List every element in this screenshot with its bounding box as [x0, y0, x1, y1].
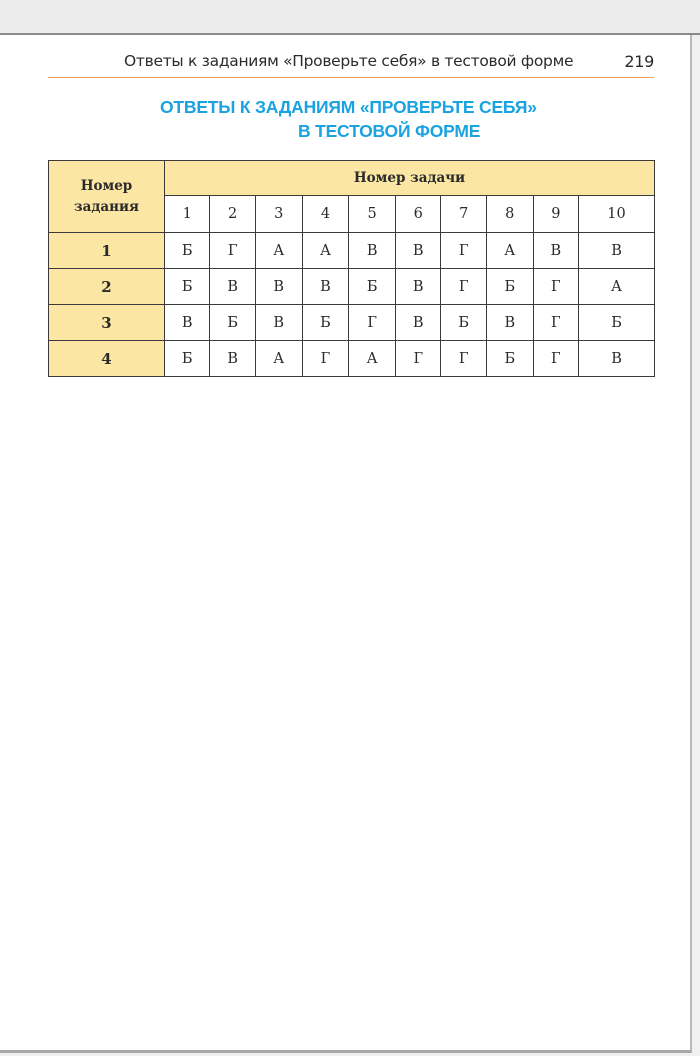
answer-cell: Б [165, 233, 210, 269]
answer-cell: Г [349, 305, 396, 341]
answer-cell: В [302, 269, 349, 305]
answer-cell: А [255, 233, 302, 269]
column-number-5: 5 [349, 196, 396, 233]
answer-cell: Г [302, 341, 349, 377]
section-title-line2: В ТЕСТОВОЙ ФОРМЕ [298, 121, 481, 141]
table-header-row [49, 161, 655, 196]
table-row [49, 233, 655, 269]
answer-cell: В [396, 269, 441, 305]
answer-cell: В [533, 233, 578, 269]
column-number-8: 8 [486, 196, 533, 233]
row-label: 4 [49, 341, 165, 377]
answer-cell: В [486, 305, 533, 341]
running-title: Ответы к заданиям «Проверьте себя» в тестовой форме [124, 52, 574, 70]
column-number-4: 4 [302, 196, 349, 233]
answer-cell: В [349, 233, 396, 269]
row-label: 1 [49, 233, 165, 269]
answer-cell: Г [441, 269, 486, 305]
row-header-cell [49, 161, 165, 233]
column-number-6: 6 [396, 196, 441, 233]
answer-cell: Г [533, 341, 578, 377]
answers-table [48, 160, 655, 377]
answer-cell: В [396, 233, 441, 269]
row-label: 2 [49, 269, 165, 305]
answer-cell: А [579, 269, 655, 305]
answer-cell: В [255, 269, 302, 305]
answer-cell: В [165, 305, 210, 341]
answer-cell: Б [165, 269, 210, 305]
answer-cell: А [302, 233, 349, 269]
answer-cell: Б [210, 305, 255, 341]
answer-cell: Г [533, 269, 578, 305]
answer-cell: А [349, 341, 396, 377]
column-number-10: 10 [579, 196, 655, 233]
answer-cell: Б [165, 341, 210, 377]
answer-cell: Г [533, 305, 578, 341]
row-label: 3 [49, 305, 165, 341]
table-row [49, 341, 655, 377]
answer-cell: Г [210, 233, 255, 269]
answer-cell: Б [349, 269, 396, 305]
answer-cell: Г [441, 233, 486, 269]
page-number: 219 [624, 52, 654, 71]
answer-cell: А [486, 233, 533, 269]
column-number-3: 3 [255, 196, 302, 233]
table-row [49, 305, 655, 341]
answer-cell: В [396, 305, 441, 341]
row-header-line1: Номер [80, 177, 133, 194]
column-number-9: 9 [533, 196, 578, 233]
answer-cell: Б [486, 341, 533, 377]
column-number-7: 7 [441, 196, 486, 233]
column-number-1: 1 [165, 196, 210, 233]
answer-cell: Г [441, 341, 486, 377]
answer-cell: Б [302, 305, 349, 341]
answer-cell: В [210, 341, 255, 377]
answer-cell: Б [579, 305, 655, 341]
column-number-2: 2 [210, 196, 255, 233]
answer-cell: В [210, 269, 255, 305]
row-header-line2: задания [74, 198, 139, 215]
running-header [48, 51, 654, 78]
answer-cell: Б [441, 305, 486, 341]
answer-cell: Г [396, 341, 441, 377]
answer-cell: В [579, 233, 655, 269]
table-row [49, 269, 655, 305]
section-title-line1: ОТВЕТЫ К ЗАДАНИЯМ «ПРОВЕРЬТЕ СЕБЯ» [160, 97, 537, 117]
answers-body [49, 233, 655, 377]
answer-cell: Б [486, 269, 533, 305]
viewer-top-bar [0, 0, 700, 35]
answer-cell: А [255, 341, 302, 377]
answer-cell: В [255, 305, 302, 341]
answer-cell: В [579, 341, 655, 377]
col-group-header: Номер задачи [165, 161, 655, 196]
book-page [0, 35, 692, 1053]
